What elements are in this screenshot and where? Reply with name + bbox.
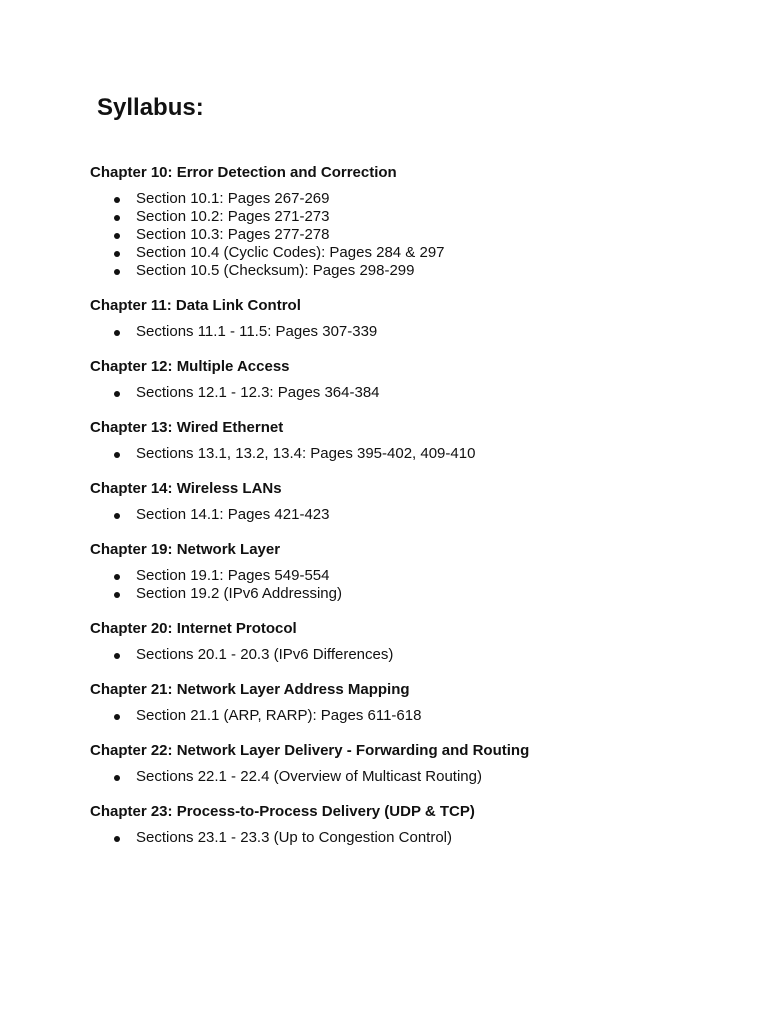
chapter-block xyxy=(90,540,710,603)
section-text: Sections 22.1 - 22.4 (Overview of Multicast Routing) xyxy=(136,768,482,785)
section-text: Section 14.1: Pages 421-423 xyxy=(136,506,330,523)
section-text: Sections 11.1 - 11.5: Pages 307-339 xyxy=(136,323,378,340)
chapter-heading: Chapter 23: Process-to-Process Delivery (UDP & TCP) xyxy=(90,803,475,820)
section-list xyxy=(90,506,710,524)
chapter-heading: Chapter 21: Network Layer Address Mapping xyxy=(90,681,410,698)
chapter-block xyxy=(90,418,710,463)
chapter-block xyxy=(90,296,710,341)
section-text: Sections 20.1 - 20.3 (IPv6 Differences) xyxy=(136,646,394,663)
section-list xyxy=(90,768,710,786)
section-item xyxy=(90,585,710,603)
chapter-heading: Chapter 19: Network Layer xyxy=(90,541,281,558)
bullet-icon xyxy=(114,269,120,275)
section-text: Section 10.4 (Cyclic Codes): Pages 284 & 297 xyxy=(136,244,445,261)
chapter-heading: Chapter 22: Network Layer Delivery - Forwarding and Routing xyxy=(90,742,530,759)
bullet-icon xyxy=(114,836,120,842)
chapter-heading: Chapter 11: Data Link Control xyxy=(90,297,301,314)
section-item xyxy=(90,226,710,244)
section-item xyxy=(90,262,710,280)
chapter-block xyxy=(90,680,710,725)
section-list xyxy=(90,567,710,603)
page-title: Syllabus: xyxy=(97,94,204,121)
chapter-block xyxy=(90,163,710,280)
bullet-icon xyxy=(114,775,120,781)
bullet-icon xyxy=(114,513,120,519)
section-item xyxy=(90,646,710,664)
section-text: Sections 13.1, 13.2, 13.4: Pages 395-402, 409-410 xyxy=(136,445,476,462)
section-item xyxy=(90,768,710,786)
section-text: Section 19.1: Pages 549-554 xyxy=(136,567,330,584)
section-item xyxy=(90,323,710,341)
section-text: Sections 23.1 - 23.3 (Up to Congestion Control) xyxy=(136,829,453,846)
section-item xyxy=(90,244,710,262)
chapter-heading: Chapter 12: Multiple Access xyxy=(90,358,290,375)
bullet-icon xyxy=(114,714,120,720)
bullet-icon xyxy=(114,653,120,659)
chapter-block xyxy=(90,619,710,664)
bullet-icon xyxy=(114,452,120,458)
section-text: Section 21.1 (ARP, RARP): Pages 611-618 xyxy=(136,707,422,724)
section-list xyxy=(90,707,710,725)
section-item xyxy=(90,829,710,847)
chapter-block xyxy=(90,802,710,847)
chapter-heading: Chapter 20: Internet Protocol xyxy=(90,620,297,637)
section-list xyxy=(90,384,710,402)
section-text: Section 10.2: Pages 271-273 xyxy=(136,208,330,225)
bullet-icon xyxy=(114,330,120,336)
section-text: Section 10.5 (Checksum): Pages 298-299 xyxy=(136,262,415,279)
chapter-heading: Chapter 13: Wired Ethernet xyxy=(90,419,284,436)
bullet-icon xyxy=(114,215,120,221)
section-text: Section 10.3: Pages 277-278 xyxy=(136,226,330,243)
section-text: Section 19.2 (IPv6 Addressing) xyxy=(136,585,342,602)
section-item xyxy=(90,567,710,585)
chapter-heading: Chapter 14: Wireless LANs xyxy=(90,480,282,497)
chapter-list xyxy=(90,163,710,863)
section-item xyxy=(90,707,710,725)
section-text: Sections 12.1 - 12.3: Pages 364-384 xyxy=(136,384,380,401)
section-list xyxy=(90,646,710,664)
section-item xyxy=(90,506,710,524)
bullet-icon xyxy=(114,251,120,257)
bullet-icon xyxy=(114,592,120,598)
section-list xyxy=(90,323,710,341)
section-list xyxy=(90,190,710,280)
section-text: Section 10.1: Pages 267-269 xyxy=(136,190,330,207)
chapter-block xyxy=(90,741,710,786)
section-list xyxy=(90,829,710,847)
chapter-heading: Chapter 10: Error Detection and Correction xyxy=(90,164,397,181)
bullet-icon xyxy=(114,391,120,397)
section-list xyxy=(90,445,710,463)
section-item xyxy=(90,445,710,463)
section-item xyxy=(90,190,710,208)
chapter-block xyxy=(90,357,710,402)
chapter-block xyxy=(90,479,710,524)
bullet-icon xyxy=(114,574,120,580)
section-item xyxy=(90,208,710,226)
bullet-icon xyxy=(114,197,120,203)
bullet-icon xyxy=(114,233,120,239)
section-item xyxy=(90,384,710,402)
